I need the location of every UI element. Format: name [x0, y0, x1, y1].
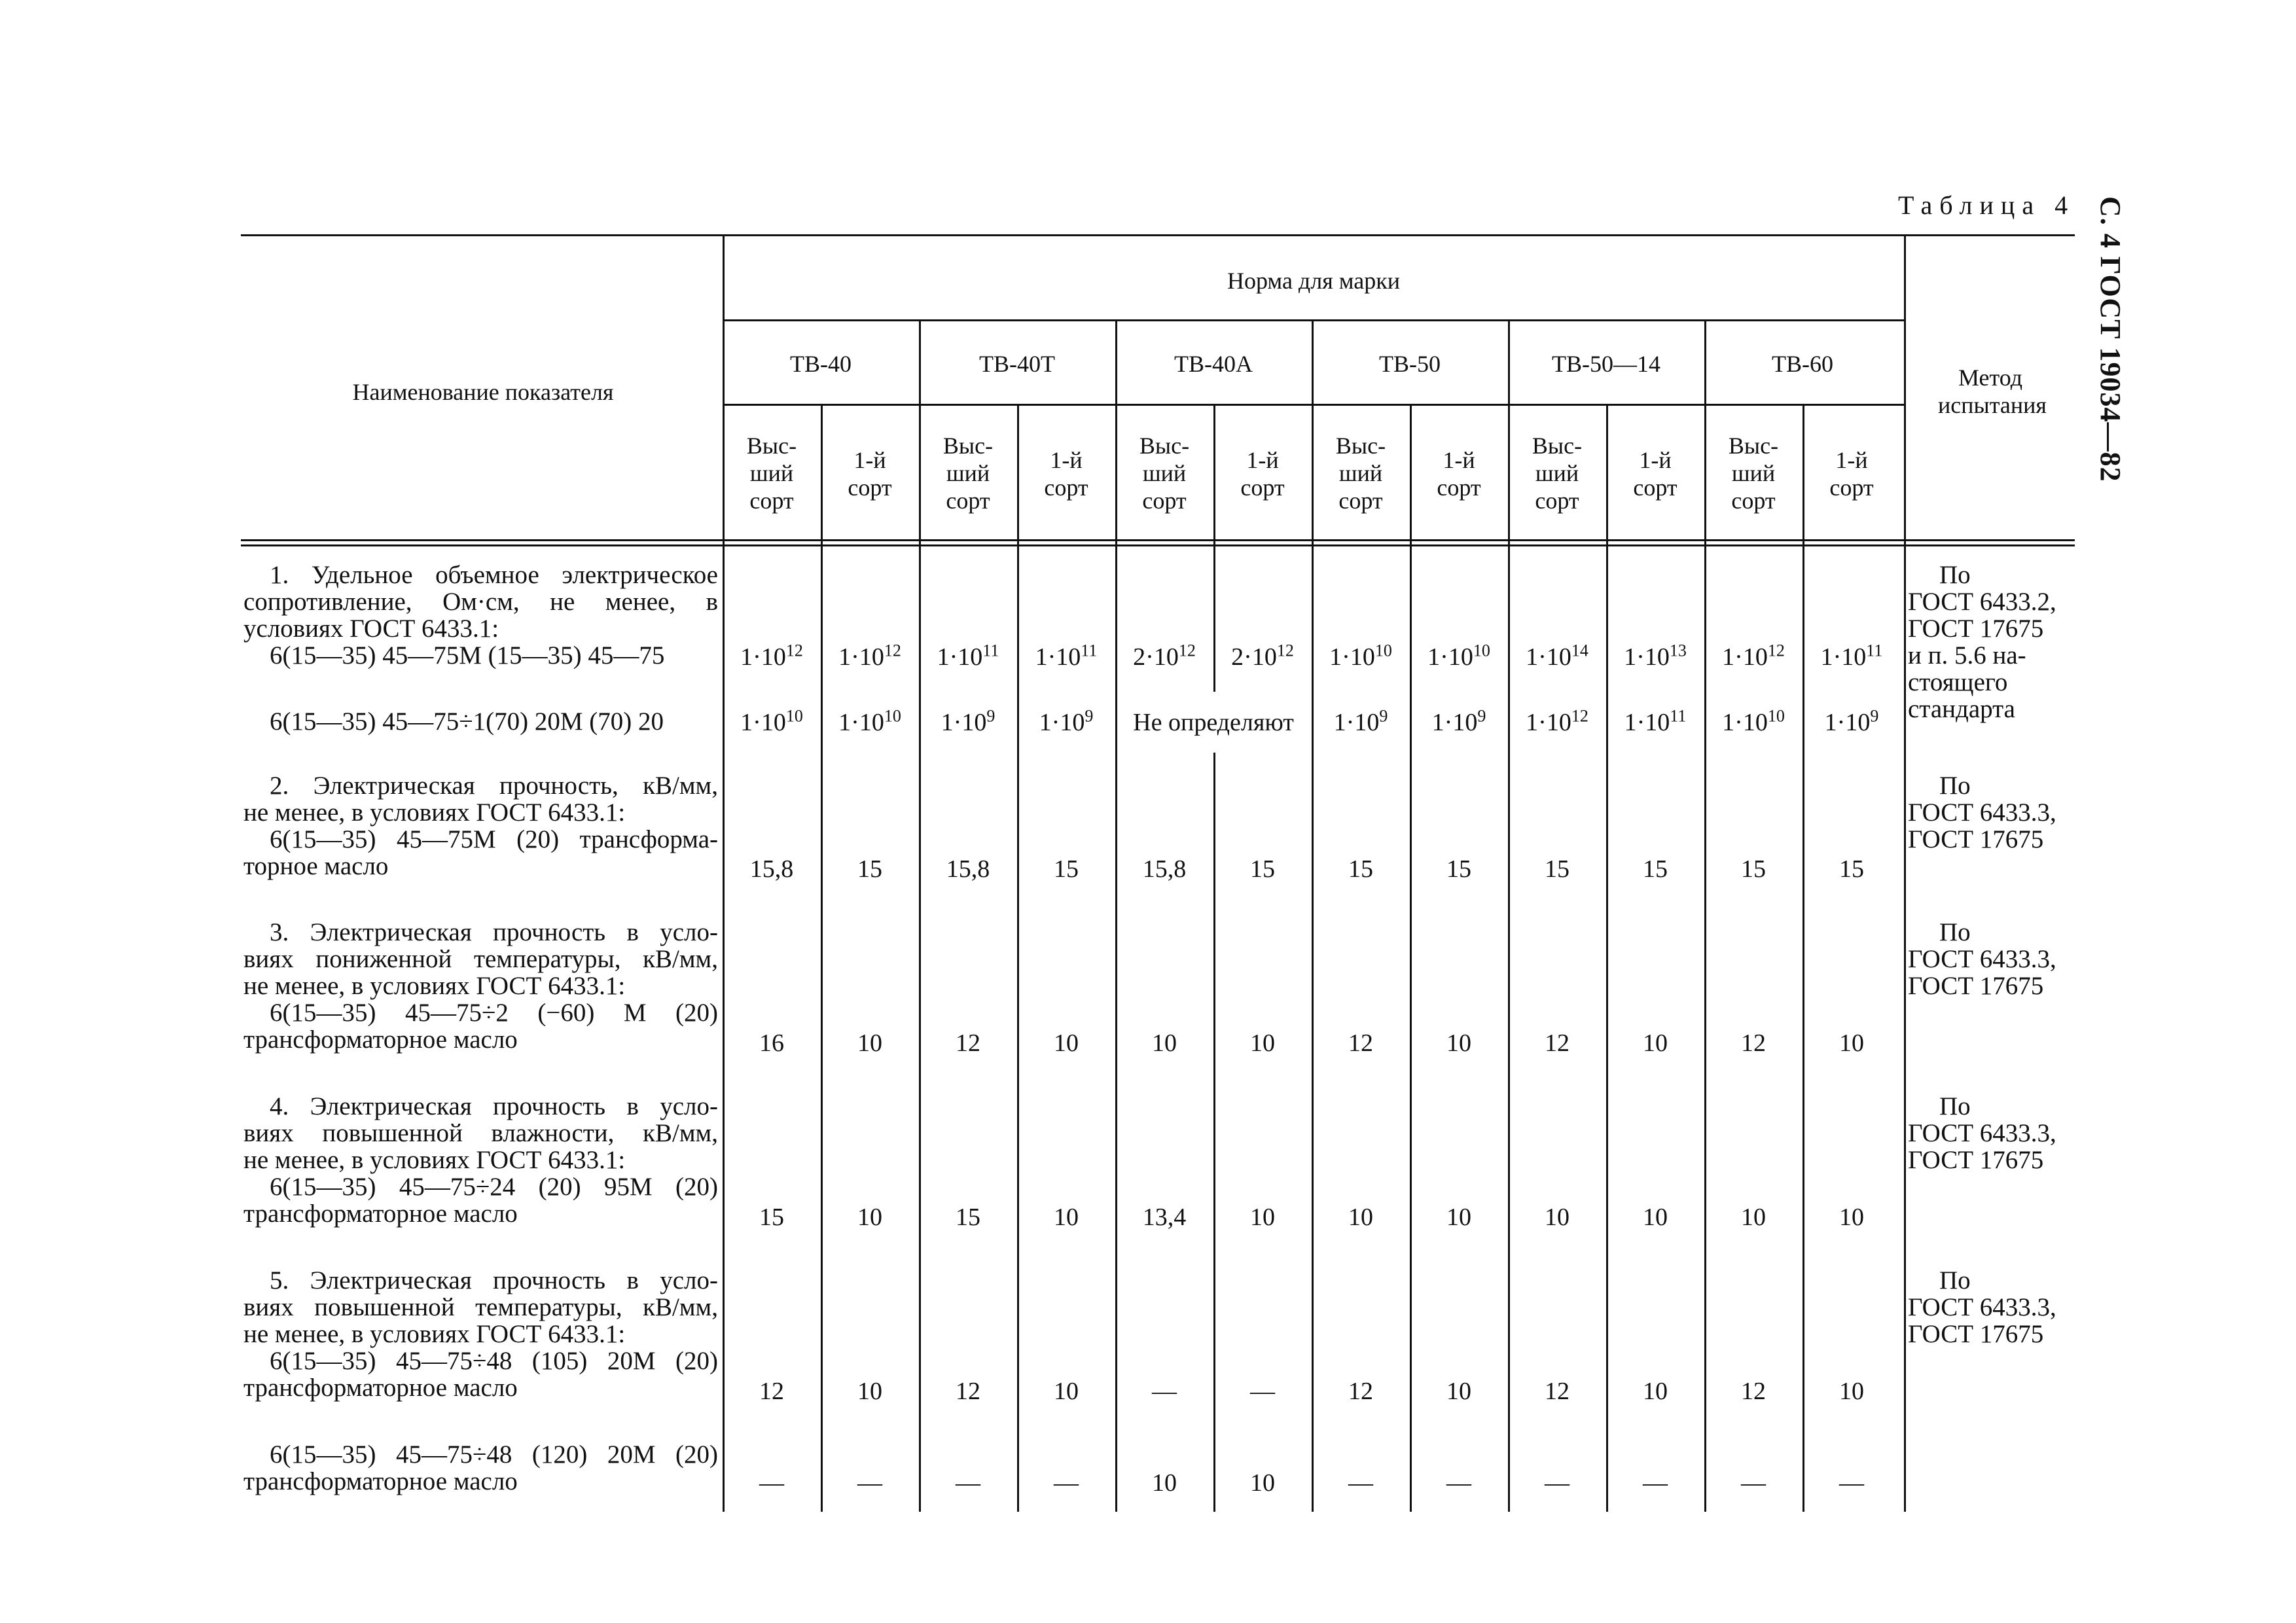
- grade-header: ТВ-40: [790, 351, 852, 377]
- value-cell: —: [1643, 1469, 1668, 1497]
- value-cell: 10: [1054, 1378, 1079, 1405]
- method-line: ГОСТ 17675: [1908, 1320, 2044, 1348]
- method-cell: [1908, 1093, 2075, 1173]
- indicator-cell: [243, 1267, 718, 1401]
- value-cell: —: [857, 1469, 882, 1497]
- method-line: ГОСТ 6433.3,: [1908, 945, 2056, 973]
- value-cell: 10: [1741, 1204, 1766, 1231]
- value-base: 1·10: [740, 643, 786, 671]
- sort-header-line: сорт: [1142, 488, 1187, 514]
- sort-header-line: ший: [1142, 460, 1187, 486]
- value-cell: 10: [1643, 1378, 1668, 1405]
- value-base: 1·10: [1526, 643, 1571, 671]
- value-cell: [821, 643, 919, 671]
- value-base: 1·10: [1427, 643, 1473, 671]
- value-exponent: 14: [1571, 641, 1588, 660]
- value-exponent: 12: [1571, 706, 1588, 726]
- sort-header-highest: [723, 432, 821, 514]
- value-exponent: 13: [1669, 641, 1687, 660]
- value-base: 1·10: [1820, 643, 1867, 671]
- sort-header-line: Выс-: [746, 433, 797, 459]
- sort-header-line: сорт: [749, 488, 794, 514]
- value-cell: [821, 708, 919, 737]
- sort-header-line: сорт: [1829, 474, 1874, 501]
- value-exponent: 11: [1866, 641, 1883, 660]
- sort-header-line: 1-й: [1443, 447, 1475, 473]
- value-base: 2·10: [1133, 643, 1179, 671]
- value-base: 1·10: [1624, 709, 1670, 736]
- method-header: [1906, 364, 2075, 419]
- value-cell: [723, 643, 821, 671]
- grade-row-rule: [723, 319, 1905, 321]
- indicator-line: не менее, в условиях ГОСТ 6433.1:: [243, 1146, 626, 1174]
- sort-header-line: Выс-: [1139, 433, 1190, 459]
- sort-header-line: ший: [1731, 460, 1776, 486]
- indicator-line: 5. Электрическая прочность в усло-: [270, 1266, 718, 1294]
- value-cell: 15: [1054, 855, 1079, 883]
- indicator-line: трансформаторное масло: [243, 1374, 518, 1402]
- sort-header-first: [1213, 446, 1312, 501]
- sort-header-highest: [919, 432, 1017, 514]
- indicator-cell: [243, 1093, 718, 1227]
- value-cell: 12: [1348, 1378, 1373, 1405]
- value-base: 1·10: [1431, 709, 1478, 736]
- sort-header-highest: [1312, 432, 1410, 514]
- value-base: 1·10: [838, 709, 884, 736]
- value-exponent: 9: [1379, 706, 1388, 726]
- sort-header-highest: [1115, 432, 1213, 514]
- value-base: 1·10: [941, 709, 987, 736]
- sort-header-line: Выс-: [942, 433, 994, 459]
- sort-header-first: [1017, 446, 1115, 501]
- indicator-line: виях пониженной температуры, кВ/мм,: [243, 945, 718, 973]
- indicator-line: 6(15—35) 45—75÷2 (−60) М (20): [270, 999, 718, 1027]
- indicator-line: условиях ГОСТ 6433.1:: [243, 615, 499, 643]
- sort-divider: [821, 404, 823, 1512]
- value-cell: 15: [1839, 855, 1864, 883]
- indicator-line: виях повышенной влажности, кВ/мм,: [243, 1119, 718, 1147]
- value-cell: 15: [1741, 855, 1766, 883]
- method-cell: [1908, 562, 2075, 722]
- sort-header-line: сорт: [1731, 488, 1776, 514]
- value-base: 1·10: [1722, 643, 1768, 671]
- method-cell: [1908, 1267, 2075, 1347]
- value-cell: 12: [1741, 1029, 1766, 1057]
- page-header: С. 4 ГОСТ 19034—82: [2094, 196, 2126, 482]
- value-cell: 12: [1545, 1029, 1570, 1057]
- indicator-line: 6(15—35) 45—75÷48 (120) 20М (20): [270, 1440, 718, 1469]
- indicator-line: трансформаторное масло: [243, 1467, 518, 1495]
- value-base: 1·10: [1333, 709, 1380, 736]
- method-line: ГОСТ 6433.2,: [1908, 588, 2056, 616]
- method-line: ГОСТ 6433.3,: [1908, 798, 2056, 827]
- value-cell: 10: [1643, 1029, 1668, 1057]
- value-cell: —: [1839, 1469, 1864, 1497]
- value-exponent: 9: [986, 706, 996, 726]
- value-cell: 10: [1348, 1204, 1373, 1231]
- sort-header-line: 1-й: [1639, 447, 1672, 473]
- value-cell: 13,4: [1142, 1204, 1187, 1231]
- value-cell: —: [1152, 1378, 1177, 1405]
- sort-header-line: 1-й: [853, 447, 886, 473]
- method-line: ГОСТ 17675: [1908, 1146, 2044, 1174]
- indicator-cell: [243, 1441, 718, 1495]
- sort-header-first: [821, 446, 919, 501]
- value-cell: 15: [857, 855, 882, 883]
- table-top-rule: [241, 234, 2075, 236]
- value-cell: [1017, 643, 1115, 671]
- value-cell: [1606, 643, 1704, 671]
- value-cell: [919, 643, 1017, 671]
- value-cell: 12: [956, 1029, 980, 1057]
- value-cell: 10: [1446, 1204, 1471, 1231]
- indicator-line: 2. Электрическая прочность, кВ/мм,: [270, 772, 718, 800]
- value-exponent: 9: [1870, 706, 1879, 726]
- grade-header: ТВ-50—14: [1552, 351, 1660, 377]
- value-cell: 10: [1446, 1378, 1471, 1405]
- value-base: 1·10: [1722, 709, 1768, 736]
- sort-header-line: сорт: [1535, 488, 1579, 514]
- value-cell: 15,8: [1142, 855, 1187, 883]
- indicator-line: не менее, в условиях ГОСТ 6433.1:: [243, 972, 626, 1000]
- value-cell: [1704, 643, 1803, 671]
- value-cell: 12: [1545, 1378, 1570, 1405]
- value-cell: 15: [1348, 855, 1373, 883]
- method-line: ГОСТ 6433.3,: [1908, 1119, 2056, 1147]
- sort-header-line: сорт: [946, 488, 990, 514]
- sort-header-line: сорт: [1044, 474, 1088, 501]
- method-line: По: [1939, 561, 1971, 589]
- indicator-cell: [243, 562, 718, 669]
- value-base: 1·10: [1035, 643, 1081, 671]
- value-cell: —: [1741, 1469, 1766, 1497]
- value-cell: [723, 708, 821, 737]
- sort-header-first: [1410, 446, 1508, 501]
- method-header-text: Метод испытания: [1938, 365, 2047, 418]
- indicator-line: сопротивление, Ом·см, не менее, в: [243, 588, 718, 616]
- value-base: 1·10: [1824, 709, 1871, 736]
- value-cell: 10: [857, 1378, 882, 1405]
- value-cell: —: [1250, 1378, 1275, 1405]
- header-bottom-rule-2: [241, 544, 2075, 546]
- value-cell: [1803, 708, 1901, 737]
- sort-header-line: сорт: [1338, 488, 1383, 514]
- grade-header: ТВ-40Т: [979, 351, 1055, 377]
- sort-header-first: [1606, 446, 1704, 501]
- value-exponent: 12: [785, 641, 803, 660]
- value-cell: [1115, 643, 1213, 671]
- grade-header: ТВ-50: [1379, 351, 1441, 377]
- value-cell: [1312, 708, 1410, 737]
- value-base: 1·10: [1039, 709, 1085, 736]
- value-cell: 10: [1839, 1029, 1864, 1057]
- value-cell: 10: [857, 1029, 882, 1057]
- value-cell: 12: [956, 1378, 980, 1405]
- value-exponent: 11: [1670, 706, 1687, 726]
- sort-divider: [1606, 404, 1608, 1512]
- value-cell: 10: [1152, 1469, 1177, 1497]
- sort-header-line: ший: [1338, 460, 1383, 486]
- value-base: 1·10: [740, 709, 786, 736]
- method-line: ГОСТ 17675: [1908, 825, 2044, 853]
- sort-header-line: ший: [946, 460, 990, 486]
- sort-header-line: сорт: [1437, 474, 1481, 501]
- sort-header-first: [1803, 446, 1901, 501]
- sort-header-line: 1-й: [1835, 447, 1868, 473]
- method-line: ГОСТ 17675: [1908, 615, 2044, 643]
- value-cell: 15,8: [749, 855, 794, 883]
- value-cell: 12: [1348, 1029, 1373, 1057]
- value-cell: 10: [1054, 1204, 1079, 1231]
- value-exponent: 10: [1374, 641, 1392, 660]
- sort-header-highest: [1508, 432, 1606, 514]
- value-cell: 15,8: [946, 855, 990, 883]
- indicator-line: трансформаторное масло: [243, 1026, 518, 1054]
- value-cell: 10: [1839, 1378, 1864, 1405]
- indicator-line: 4. Электрическая прочность в усло-: [270, 1092, 718, 1120]
- value-cell: 12: [1741, 1378, 1766, 1405]
- value-cell: —: [1348, 1469, 1373, 1497]
- method-cell: [1908, 772, 2075, 853]
- grade-header: ТВ-40А: [1174, 351, 1253, 377]
- sort-row-rule: [723, 404, 1905, 406]
- method-cell: [1908, 919, 2075, 999]
- value-base: 1·10: [1329, 643, 1375, 671]
- value-cell: [1508, 643, 1606, 671]
- value-cell: 10: [1545, 1204, 1570, 1231]
- method-line: По: [1939, 1266, 1971, 1294]
- value-cell: [1606, 708, 1704, 737]
- indicator-header: Наименование показателя: [352, 379, 614, 405]
- indicator-line: 6(15—35) 45—75÷1(70) 20М (70) 20: [270, 707, 664, 736]
- value-exponent: 10: [884, 706, 901, 726]
- value-base: 1·10: [838, 643, 884, 671]
- value-exponent: 12: [884, 641, 901, 660]
- value-base: 1·10: [1624, 643, 1670, 671]
- value-cell: [1017, 708, 1115, 737]
- value-cell: 15: [1545, 855, 1570, 883]
- value-cell: [1312, 643, 1410, 671]
- method-line: стоящего: [1908, 668, 2008, 696]
- value-exponent: 9: [1085, 706, 1094, 726]
- value-exponent: 12: [1178, 641, 1196, 660]
- value-cell: [1704, 708, 1803, 737]
- value-cell: —: [1054, 1469, 1079, 1497]
- value-cell: [1803, 643, 1901, 671]
- value-exponent: 9: [1477, 706, 1486, 726]
- value-exponent: 10: [785, 706, 803, 726]
- value-cell: 15: [1250, 855, 1275, 883]
- sort-header-line: ший: [1535, 460, 1579, 486]
- indicator-line: не менее, в условиях ГОСТ 6433.1:: [243, 798, 626, 827]
- method-line: По: [1939, 772, 1971, 800]
- method-line: стандарта: [1908, 695, 2015, 723]
- value-cell: 10: [1643, 1204, 1668, 1231]
- indicator-cell: [243, 708, 718, 735]
- value-cell: —: [1545, 1469, 1570, 1497]
- value-cell: 15: [1643, 855, 1668, 883]
- indicator-line: 6(15—35) 45—75÷24 (20) 95М (20): [270, 1173, 718, 1201]
- header-bottom-rule-1: [241, 539, 2075, 541]
- value-cell: 15: [759, 1204, 784, 1231]
- value-base: 1·10: [937, 643, 983, 671]
- method-line: и п. 5.6 на-: [1908, 641, 2026, 669]
- indicator-cell: [243, 919, 718, 1053]
- method-line: По: [1939, 918, 1971, 946]
- value-exponent: 10: [1473, 641, 1490, 660]
- indicator-line: 6(15—35) 45—75М (15—35) 45—75: [270, 641, 665, 669]
- indicator-line: трансформаторное масло: [243, 1200, 518, 1228]
- indicator-line: 3. Электрическая прочность в усло-: [270, 918, 718, 946]
- value-cell: 10: [1250, 1469, 1275, 1497]
- value-exponent: 12: [1276, 641, 1294, 660]
- sort-header-line: Выс-: [1335, 433, 1386, 459]
- indicator-line: торное масло: [243, 852, 389, 880]
- method-line: ГОСТ 6433.3,: [1908, 1293, 2056, 1321]
- value-base: 1·10: [1526, 709, 1571, 736]
- sort-header-highest: [1704, 432, 1803, 514]
- value-cell: —: [956, 1469, 980, 1497]
- indicator-line: 6(15—35) 45—75÷48 (105) 20М (20): [270, 1347, 718, 1375]
- value-cell: [1410, 643, 1508, 671]
- value-exponent: 10: [1767, 706, 1785, 726]
- sort-header-line: Выс-: [1532, 433, 1583, 459]
- table-caption: Таблица 4: [1898, 190, 2075, 220]
- value-exponent: 11: [982, 641, 999, 660]
- value-cell: 10: [1054, 1029, 1079, 1057]
- method-line: По: [1939, 1092, 1971, 1120]
- value-cell: [1410, 708, 1508, 737]
- sort-divider: [1803, 404, 1804, 1512]
- value-cell: 15: [1446, 855, 1471, 883]
- sort-divider: [1017, 404, 1019, 1512]
- sort-header-line: 1-й: [1246, 447, 1279, 473]
- method-line: ГОСТ 17675: [1908, 972, 2044, 1000]
- value-cell: 10: [1250, 1029, 1275, 1057]
- grade-header: ТВ-60: [1772, 351, 1833, 377]
- value-cell: 15: [956, 1204, 980, 1231]
- sort-header-line: 1-й: [1050, 447, 1083, 473]
- value-base: 2·10: [1231, 643, 1277, 671]
- sort-header-line: сорт: [1633, 474, 1677, 501]
- sort-header-line: Выс-: [1728, 433, 1779, 459]
- value-cell: 10: [1250, 1204, 1275, 1231]
- indicator-line: 1. Удельное объемное электрическое: [270, 561, 718, 589]
- value-cell: 10: [857, 1204, 882, 1231]
- sort-divider: [1410, 404, 1412, 1512]
- value-cell: 10: [1152, 1029, 1177, 1057]
- norm-header: Норма для марки: [1227, 268, 1401, 294]
- merged-value-cell: Не определяют: [1133, 709, 1294, 736]
- sort-header-line: сорт: [1240, 474, 1285, 501]
- sort-header-line: сорт: [848, 474, 892, 501]
- sort-header-line: ший: [749, 460, 794, 486]
- value-cell: —: [1446, 1469, 1471, 1497]
- value-cell: 10: [1446, 1029, 1471, 1057]
- value-exponent: 11: [1081, 641, 1098, 660]
- value-cell: 12: [759, 1378, 784, 1405]
- value-cell: [1213, 643, 1312, 671]
- value-cell: [1508, 708, 1606, 737]
- indicator-cell: [243, 772, 718, 880]
- indicator-line: не менее, в условиях ГОСТ 6433.1:: [243, 1320, 626, 1348]
- indicator-line: виях повышенной температуры, кВ/мм,: [243, 1293, 718, 1321]
- value-cell: —: [759, 1469, 784, 1497]
- value-exponent: 12: [1767, 641, 1785, 660]
- indicator-line: 6(15—35) 45—75М (20) трансформа-: [270, 825, 718, 853]
- value-cell: 16: [759, 1029, 784, 1057]
- value-cell: [919, 708, 1017, 737]
- value-cell: 10: [1839, 1204, 1864, 1231]
- col-divider-method: [1904, 234, 1906, 1512]
